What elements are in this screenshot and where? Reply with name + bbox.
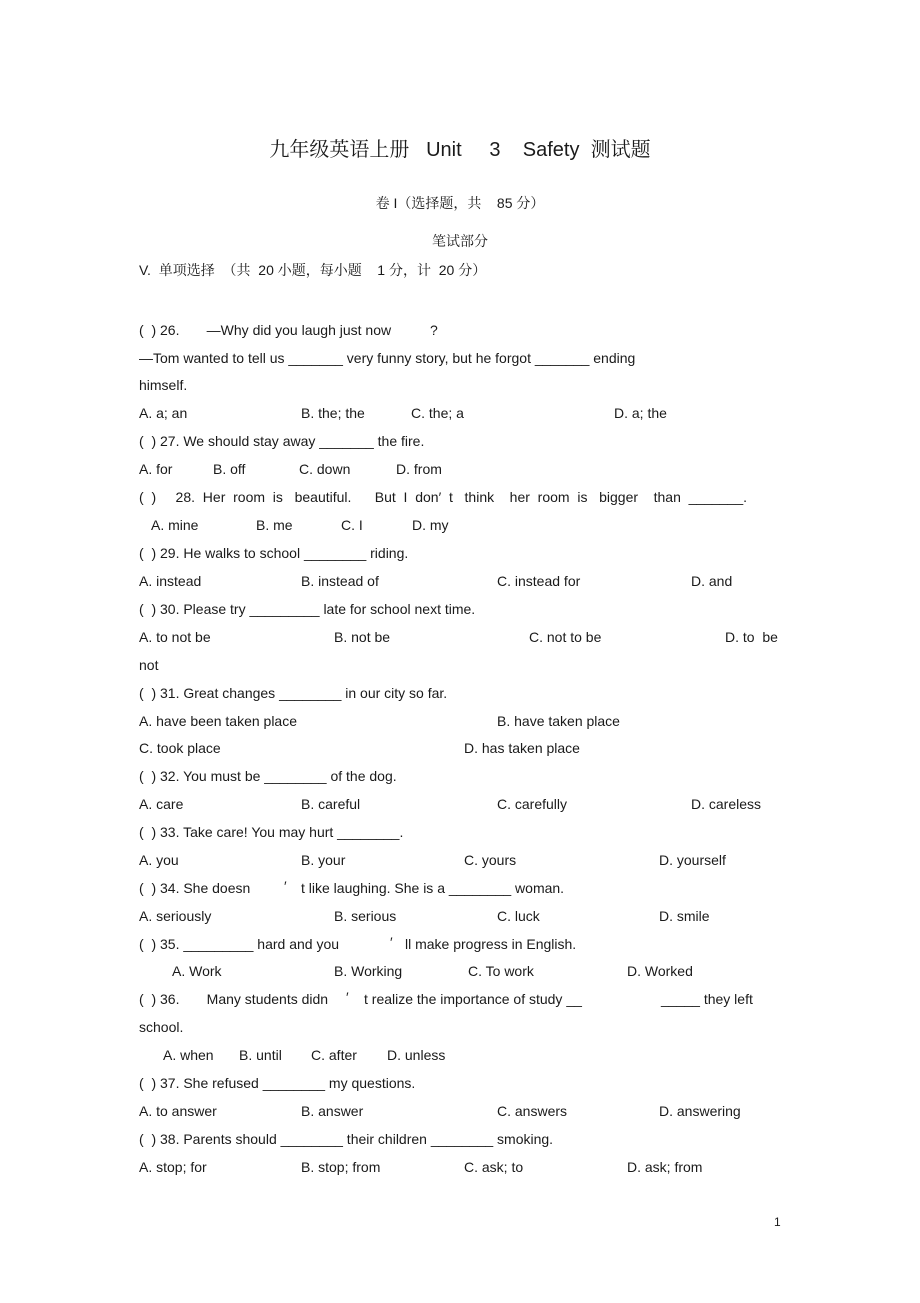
question-36-stem: ( ) 36. Many students didn [139, 991, 329, 1007]
question-32-option-a: A. care [139, 796, 184, 812]
question-37-option-b: B. answer [301, 1103, 364, 1119]
question-36-apostrophe: ′ [346, 989, 349, 1005]
question-28-option-c: C. I [341, 517, 363, 533]
question-35-option-c: C. To work [468, 963, 534, 979]
question-28-stem: ( ) 28. Her room is beautiful. But I don′ t think her room is bigger than _______. [139, 489, 748, 505]
question-34-option-b: B. serious [334, 908, 397, 924]
question-30-option-b: B. not be [334, 629, 391, 645]
question-26-option-c: C. the; a [411, 405, 464, 421]
question-28-option-b: B. me [256, 517, 293, 533]
question-37-option-c: C. answers [497, 1103, 568, 1119]
question-33-option-a: A. you [139, 852, 179, 868]
question-26-stem: ( ) 26. —Why did you laugh just now ? [139, 322, 438, 338]
question-30-option-a: A. to not be [139, 629, 211, 645]
question-35-apostrophe: ′ [390, 934, 393, 950]
question-29-stem: ( ) 29. He walks to school ________ riding. [139, 545, 409, 561]
question-35-option-d: D. Worked [627, 963, 693, 979]
question-34-apostrophe: ′ [284, 878, 287, 894]
question-29-option-a: A. instead [139, 573, 202, 589]
question-31-option-a: A. have been taken place [139, 713, 298, 729]
question-34-option-c: C. luck [497, 908, 540, 924]
question-26-option-b: B. the; the [301, 405, 365, 421]
question-33-option-b: B. your [301, 852, 346, 868]
question-38-option-d: D. ask; from [627, 1159, 703, 1175]
question-33-option-c: C. yours [464, 852, 517, 868]
question-36-option-b: B. until [239, 1047, 282, 1063]
question-30-stem: ( ) 30. Please try _________ late for school next time. [139, 601, 476, 617]
question-27-option-c: C. down [299, 461, 351, 477]
question-30-option-d: D. to be [725, 629, 778, 645]
question-28-option-d: D. my [412, 517, 449, 533]
question-27-option-a: A. for [139, 461, 173, 477]
question-29-option-b: B. instead of [301, 573, 379, 589]
question-28-option-a: A. mine [151, 517, 199, 533]
question-34-option-a: A. seriously [139, 908, 212, 924]
question-30-option-d-wrap: not [139, 657, 159, 673]
question-36-option-c: C. after [311, 1047, 357, 1063]
question-35-stem: ( ) 35. _________ hard and you [139, 936, 340, 952]
question-26-stem-line3: himself. [139, 377, 188, 393]
section-heading: 笔试部分 [432, 233, 488, 249]
question-38-option-b: B. stop; from [301, 1159, 381, 1175]
question-35-stem-cont: ll make progress in English. [405, 936, 577, 952]
question-29-option-d: D. and [691, 573, 733, 589]
page-title: 九年级英语上册 Unit 3 Safety 测试题 [269, 139, 651, 161]
question-36-option-a: A. when [163, 1047, 214, 1063]
question-26-option-a: A. a; an [139, 405, 188, 421]
question-27-stem: ( ) 27. We should stay away _______ the fire. [139, 433, 425, 449]
section-instruction: V. 单项选择 （共 20 小题，每小题 1 分，计 20 分） [139, 262, 487, 278]
question-34-stem-cont: t like laughing. She is a ________ woman. [301, 880, 565, 896]
question-33-stem: ( ) 33. Take care! You may hurt ________. [139, 824, 404, 840]
question-34-option-d: D. smile [659, 908, 710, 924]
question-31-option-d: D. has taken place [464, 740, 580, 756]
question-33-option-d: D. yourself [659, 852, 726, 868]
question-30-option-c: C. not to be [529, 629, 602, 645]
question-38-option-a: A. stop; for [139, 1159, 207, 1175]
question-26-stem-line2: —Tom wanted to tell us _______ very funny story, but he forgot _______ ending [139, 350, 636, 366]
volume-heading: 卷 I（选择题，共 85 分） [375, 195, 545, 211]
question-37-stem: ( ) 37. She refused ________ my questions. [139, 1075, 416, 1091]
question-34-stem: ( ) 34. She doesn [139, 880, 251, 896]
question-27-option-b: B. off [213, 461, 246, 477]
question-35-option-a: A. Work [172, 963, 222, 979]
question-37-option-a: A. to answer [139, 1103, 217, 1119]
question-32-option-d: D. careless [691, 796, 762, 812]
question-35-option-b: B. Working [334, 963, 403, 979]
question-32-option-b: B. careful [301, 796, 361, 812]
question-36-stem-cont: t realize the importance of study __ [364, 991, 582, 1007]
question-31-option-b: B. have taken place [497, 713, 620, 729]
question-37-option-d: D. answering [659, 1103, 741, 1119]
question-38-option-c: C. ask; to [464, 1159, 524, 1175]
question-26-option-d: D. a; the [614, 405, 667, 421]
question-36-stem-wrap: school. [139, 1019, 184, 1035]
question-31-stem: ( ) 31. Great changes ________ in our city so far. [139, 685, 448, 701]
question-38-stem: ( ) 38. Parents should ________ their children ________ smoking. [139, 1131, 554, 1147]
question-27-option-d: D. from [396, 461, 442, 477]
question-36-stem-end: _____ they left [661, 991, 753, 1007]
question-31-option-c: C. took place [139, 740, 221, 756]
question-32-stem: ( ) 32. You must be ________ of the dog. [139, 768, 397, 784]
question-32-option-c: C. carefully [497, 796, 568, 812]
question-36-option-d: D. unless [387, 1047, 446, 1063]
page-number: 1 [774, 1215, 781, 1229]
question-29-option-c: C. instead for [497, 573, 581, 589]
